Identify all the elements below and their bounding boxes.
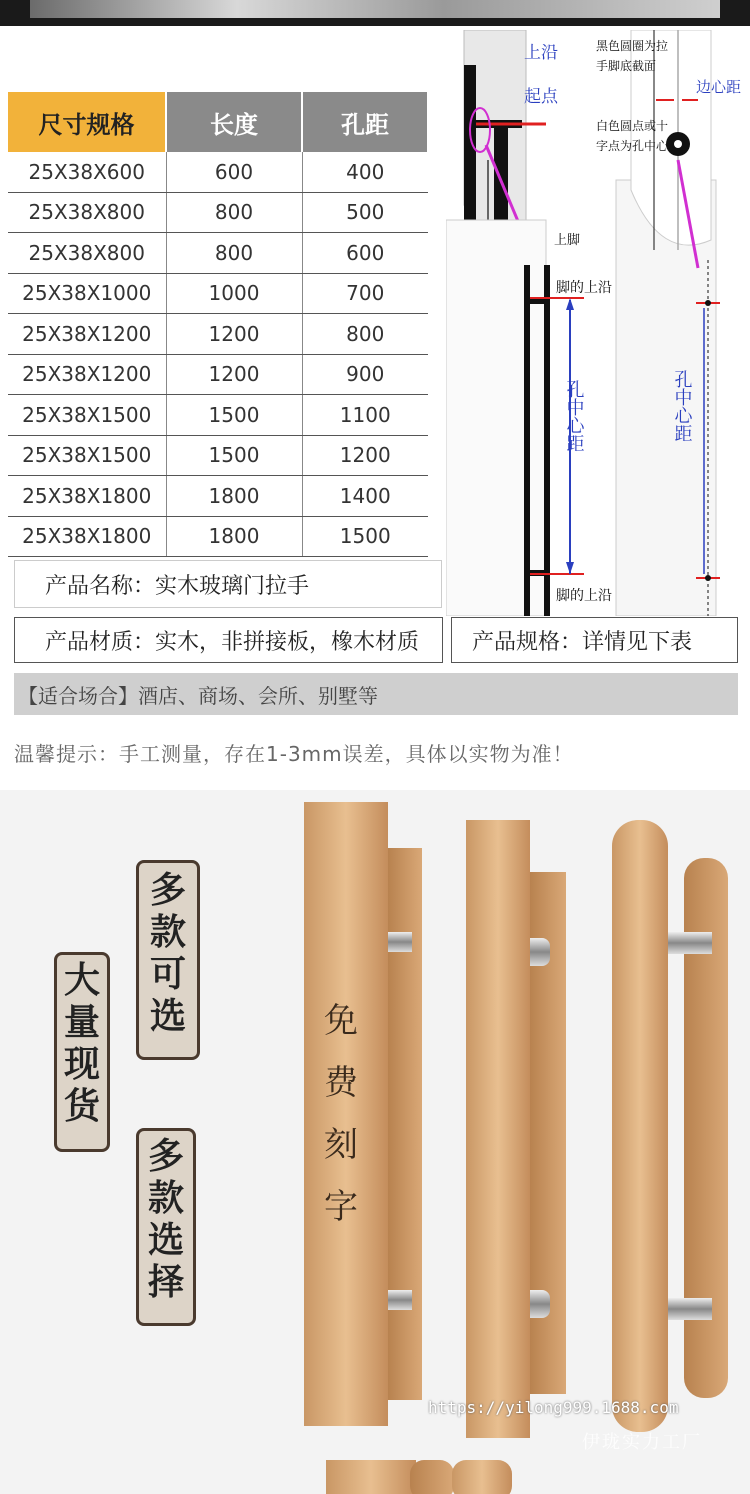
header-size: 尺寸规格 [8, 92, 166, 152]
engraving-text: 免 费 刻 字 [324, 1001, 358, 1227]
cell-length: 1800 [166, 516, 302, 557]
cell-length: 800 [166, 233, 302, 274]
label-white-dot-1: 白色圆点或十 [596, 119, 669, 133]
cell-length: 1200 [166, 354, 302, 395]
stamp-many-styles: 多 款 可 选 [136, 860, 200, 1060]
label-black-circle-2: 手脚底截面 [596, 59, 657, 73]
cell-hole-distance: 1100 [302, 395, 428, 436]
spec-table [8, 92, 429, 557]
label-hole-center-distance-2: 孔中心距 [671, 370, 693, 442]
cell-size: 25X38X1500 [8, 435, 166, 476]
cell-length: 1800 [166, 476, 302, 517]
header-length: 长度 [166, 92, 302, 152]
cell-hole-distance: 800 [302, 314, 428, 355]
table-row [8, 516, 428, 557]
cell-hole-distance: 500 [302, 192, 428, 233]
table-row [8, 354, 428, 395]
label-top-edge-start-2: 起点 [524, 87, 558, 107]
table-row [8, 233, 428, 274]
product-photo [0, 790, 750, 1494]
cell-length: 1200 [166, 314, 302, 355]
cell-size: 25X38X1500 [8, 395, 166, 436]
table-row [8, 152, 428, 192]
cell-hole-distance: 1200 [302, 435, 428, 476]
cell-size: 25X38X1000 [8, 273, 166, 314]
shop-url: https://yilong999.1688.com [428, 1398, 679, 1417]
cell-hole-distance: 1400 [302, 476, 428, 517]
cell-size: 25X38X800 [8, 233, 166, 274]
header-hole-distance: 孔距 [302, 92, 428, 152]
cell-hole-distance: 400 [302, 152, 428, 192]
label-hole-center-distance-1: 孔中心距 [563, 380, 585, 452]
label-center-line: 边心距 [696, 78, 742, 96]
cell-size: 25X38X1800 [8, 516, 166, 557]
cell-length: 1000 [166, 273, 302, 314]
cell-length: 1500 [166, 395, 302, 436]
measurement-tip: 温馨提示：手工测量，存在1-3mm误差，具体以实物为准！ [14, 742, 574, 766]
label-foot-top-edge-2: 脚的上沿 [556, 588, 612, 604]
product-spec-box [451, 617, 738, 663]
product-spec: 产品规格：详情见下表 [472, 629, 693, 655]
product-name-box [14, 560, 442, 608]
table-row [8, 314, 428, 355]
cell-size: 25X38X600 [8, 152, 166, 192]
cell-hole-distance: 600 [302, 233, 428, 274]
cell-hole-distance: 1500 [302, 516, 428, 557]
suitable-places: 【适合场合】酒店、商场、会所、别墅等 [18, 683, 378, 708]
table-row [8, 435, 428, 476]
installation-diagram [446, 30, 746, 616]
cell-hole-distance: 900 [302, 354, 428, 395]
cell-size: 25X38X1200 [8, 314, 166, 355]
spec-table-header [8, 92, 428, 152]
suitable-places-bar [14, 673, 738, 715]
label-white-dot-2: 字点为孔中心 [596, 139, 669, 153]
label-foot-top-edge-1: 脚的上沿 [556, 280, 612, 296]
top-banner [0, 0, 750, 26]
label-black-circle-1: 黑色圆圈为拉 [596, 39, 669, 53]
cell-size: 25X38X1800 [8, 476, 166, 517]
table-row [8, 476, 428, 517]
stamp-many-choices: 多 款 选 择 [136, 1128, 196, 1326]
table-row [8, 395, 428, 436]
cell-size: 25X38X800 [8, 192, 166, 233]
stamp-large-stock: 大 量 现 货 [54, 952, 110, 1152]
cell-length: 600 [166, 152, 302, 192]
watermark: 伊珑实力工厂 [582, 1432, 702, 1453]
product-material: 产品材质：实木，非拼接板，橡木材质 [45, 629, 420, 655]
product-name: 产品名称：实木玻璃门拉手 [45, 573, 310, 599]
cell-hole-distance: 700 [302, 273, 428, 314]
table-row [8, 273, 428, 314]
cell-length: 1500 [166, 435, 302, 476]
cell-size: 25X38X1200 [8, 354, 166, 395]
cell-length: 800 [166, 192, 302, 233]
label-top-edge-start-1: 上沿 [524, 43, 558, 63]
label-upper-foot: 上脚 [554, 233, 581, 248]
table-row [8, 192, 428, 233]
product-material-box [14, 617, 443, 663]
